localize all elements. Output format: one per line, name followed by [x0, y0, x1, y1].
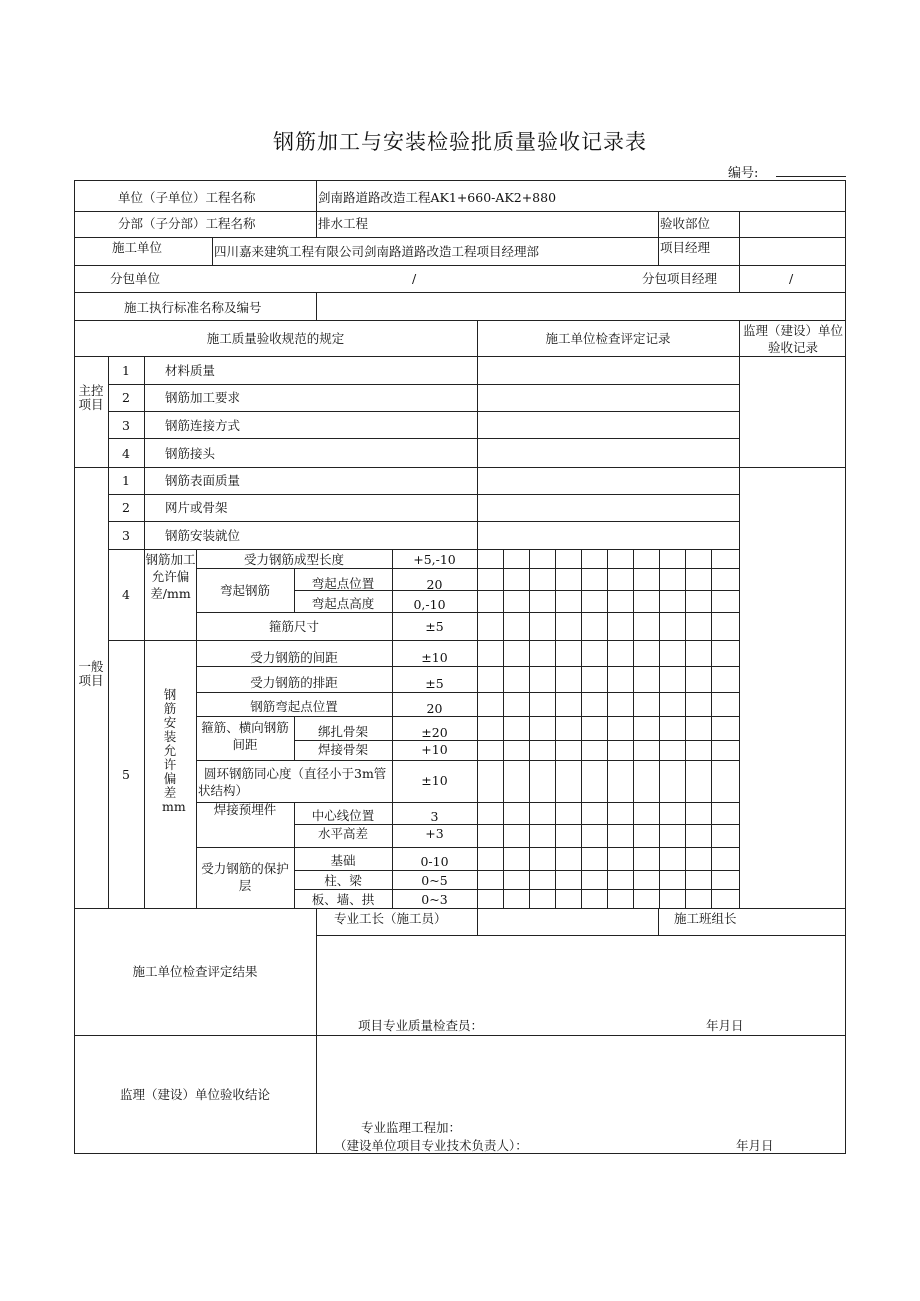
main-item-no: 2 — [122, 390, 130, 405]
item5-row-group: 箍筋、横向钢筋间距 — [201, 720, 289, 752]
main-item-name: 钢筋接头 — [165, 446, 216, 461]
sub-project-value[interactable]: 排水工程 — [318, 216, 369, 231]
serial-number-label: 编号: — [728, 166, 759, 181]
main-item-name: 钢筋加工要求 — [165, 390, 241, 405]
item5-row-name: 受力钢筋的排距 — [250, 675, 338, 690]
item4-row-tol: ±5 — [425, 619, 444, 634]
item4-row-tol: +5,-10 — [413, 552, 456, 567]
sub-manager-value[interactable]: / — [789, 271, 794, 286]
item5-row-tol: 0-10 — [420, 854, 449, 869]
item5-row-name: 焊接骨架 — [317, 742, 368, 757]
item5-row-name: 中心线位置 — [311, 808, 375, 823]
item5-row-tol: +3 — [425, 826, 444, 841]
item5-row-tol: 20 — [426, 701, 443, 716]
foreman-label: 专业工长（施工员） — [334, 911, 447, 926]
acceptance-part-label: 验收部位 — [660, 216, 711, 231]
item5-row-name: 绑扎骨架 — [317, 724, 368, 739]
general-item-name: 网片或骨架 — [165, 500, 228, 515]
main-item-name: 钢筋连接方式 — [165, 418, 241, 433]
team-leader-label: 施工班组长 — [674, 911, 737, 926]
general-item-no: 2 — [122, 500, 130, 515]
item5-row-tol: ±20 — [421, 725, 448, 740]
item5-label: 钢筋安装允许偏差mm — [162, 687, 186, 814]
main-items-group-label: 主控项目 — [78, 383, 104, 412]
general-items-group-label: 一般项目 — [78, 659, 104, 688]
item5-row-tol: ±10 — [421, 650, 448, 665]
project-manager-label: 项目经理 — [660, 240, 711, 255]
owner-tech-label: （建设单位项目专业技术负责人）： — [334, 1138, 528, 1153]
item4-row-name: 受力钢筋成型长度 — [243, 552, 344, 567]
item5-row-group: 焊接预埋件 — [213, 802, 277, 817]
date-field-1[interactable]: 年月日 — [706, 1018, 744, 1033]
item5-row-name: 水平高差 — [317, 826, 368, 841]
col-spec-header: 施工质量验收规范的规定 — [206, 331, 345, 346]
construction-unit-value[interactable]: 四川嘉来建筑工程有限公司剑南路道路改造工程项目经理部 — [214, 244, 540, 259]
item4-row-name: 弯起点位置 — [311, 576, 375, 591]
standard-label: 施工执行标准名称及编号 — [124, 300, 262, 315]
item4-row-tol: 0,-10 — [413, 597, 446, 612]
sub-manager-label: 分包项目经理 — [642, 271, 718, 286]
subcontractor-label: 分包单位 — [110, 271, 161, 286]
construction-unit-label: 施工单位 — [112, 240, 163, 255]
item5-row-tol: 3 — [430, 809, 439, 824]
supervisor-label: 专业监理工程加： — [361, 1120, 462, 1135]
item5-row-tol: 0~3 — [421, 892, 448, 907]
col-check-header: 施工单位检查评定记录 — [545, 331, 671, 346]
main-item-no: 3 — [122, 418, 130, 433]
date-field-2[interactable]: 年月日 — [736, 1138, 774, 1153]
item4-row-name: 弯起点高度 — [311, 596, 375, 611]
item5-row-name: 圆环钢筋同心度（直径小于3m管状结构） — [198, 766, 387, 798]
general-item-no: 3 — [122, 528, 130, 543]
col-supervision-header: 监理（建设）单位验收记录 — [742, 323, 843, 355]
item4-no: 4 — [122, 587, 130, 602]
document-title: 钢筋加工与安装检验批质量验收记录表 — [273, 130, 647, 154]
subcontractor-value[interactable]: / — [412, 271, 417, 286]
item4-row-tol: 20 — [426, 577, 443, 592]
item5-row-tol: ±10 — [421, 773, 448, 788]
main-item-name: 材料质量 — [165, 363, 216, 378]
item4-row-group: 弯起钢筋 — [219, 583, 270, 598]
item5-no: 5 — [122, 767, 130, 782]
item5-row-name: 板、墙、拱 — [311, 892, 375, 907]
general-item-name: 钢筋安装就位 — [165, 528, 241, 543]
item5-row-tol: ±5 — [425, 676, 444, 691]
item5-row-name: 钢筋弯起点位置 — [250, 699, 338, 714]
supervision-result-label: 监理（建设）单位验收结论 — [119, 1087, 270, 1102]
unit-project-label: 单位（子单位）工程名称 — [118, 190, 256, 205]
general-item-name: 钢筋表面质量 — [165, 473, 241, 488]
sub-project-label: 分部（子分部）工程名称 — [118, 216, 256, 231]
quality-inspector-label: 项目专业质量检查员： — [358, 1018, 484, 1033]
item5-row-tol: +10 — [421, 742, 448, 757]
unit-project-value[interactable]: 剑南路道路改造工程AK1+660-AK2+880 — [318, 190, 557, 205]
item4-label: 钢筋加工允许偏差/mm — [145, 552, 196, 601]
item5-row-name: 柱、梁 — [324, 873, 362, 888]
construction-result-label: 施工单位检查评定结果 — [132, 964, 258, 979]
main-item-no: 1 — [122, 363, 130, 378]
item5-row-group: 受力钢筋的保护层 — [201, 861, 289, 893]
main-item-no: 4 — [122, 446, 130, 461]
item5-row-tol: 0~5 — [421, 873, 448, 888]
item5-row-name: 受力钢筋的间距 — [250, 650, 338, 665]
item5-row-name: 基础 — [330, 853, 356, 868]
item4-row-name: 箍筋尺寸 — [268, 619, 319, 634]
general-item-no: 1 — [122, 473, 130, 488]
